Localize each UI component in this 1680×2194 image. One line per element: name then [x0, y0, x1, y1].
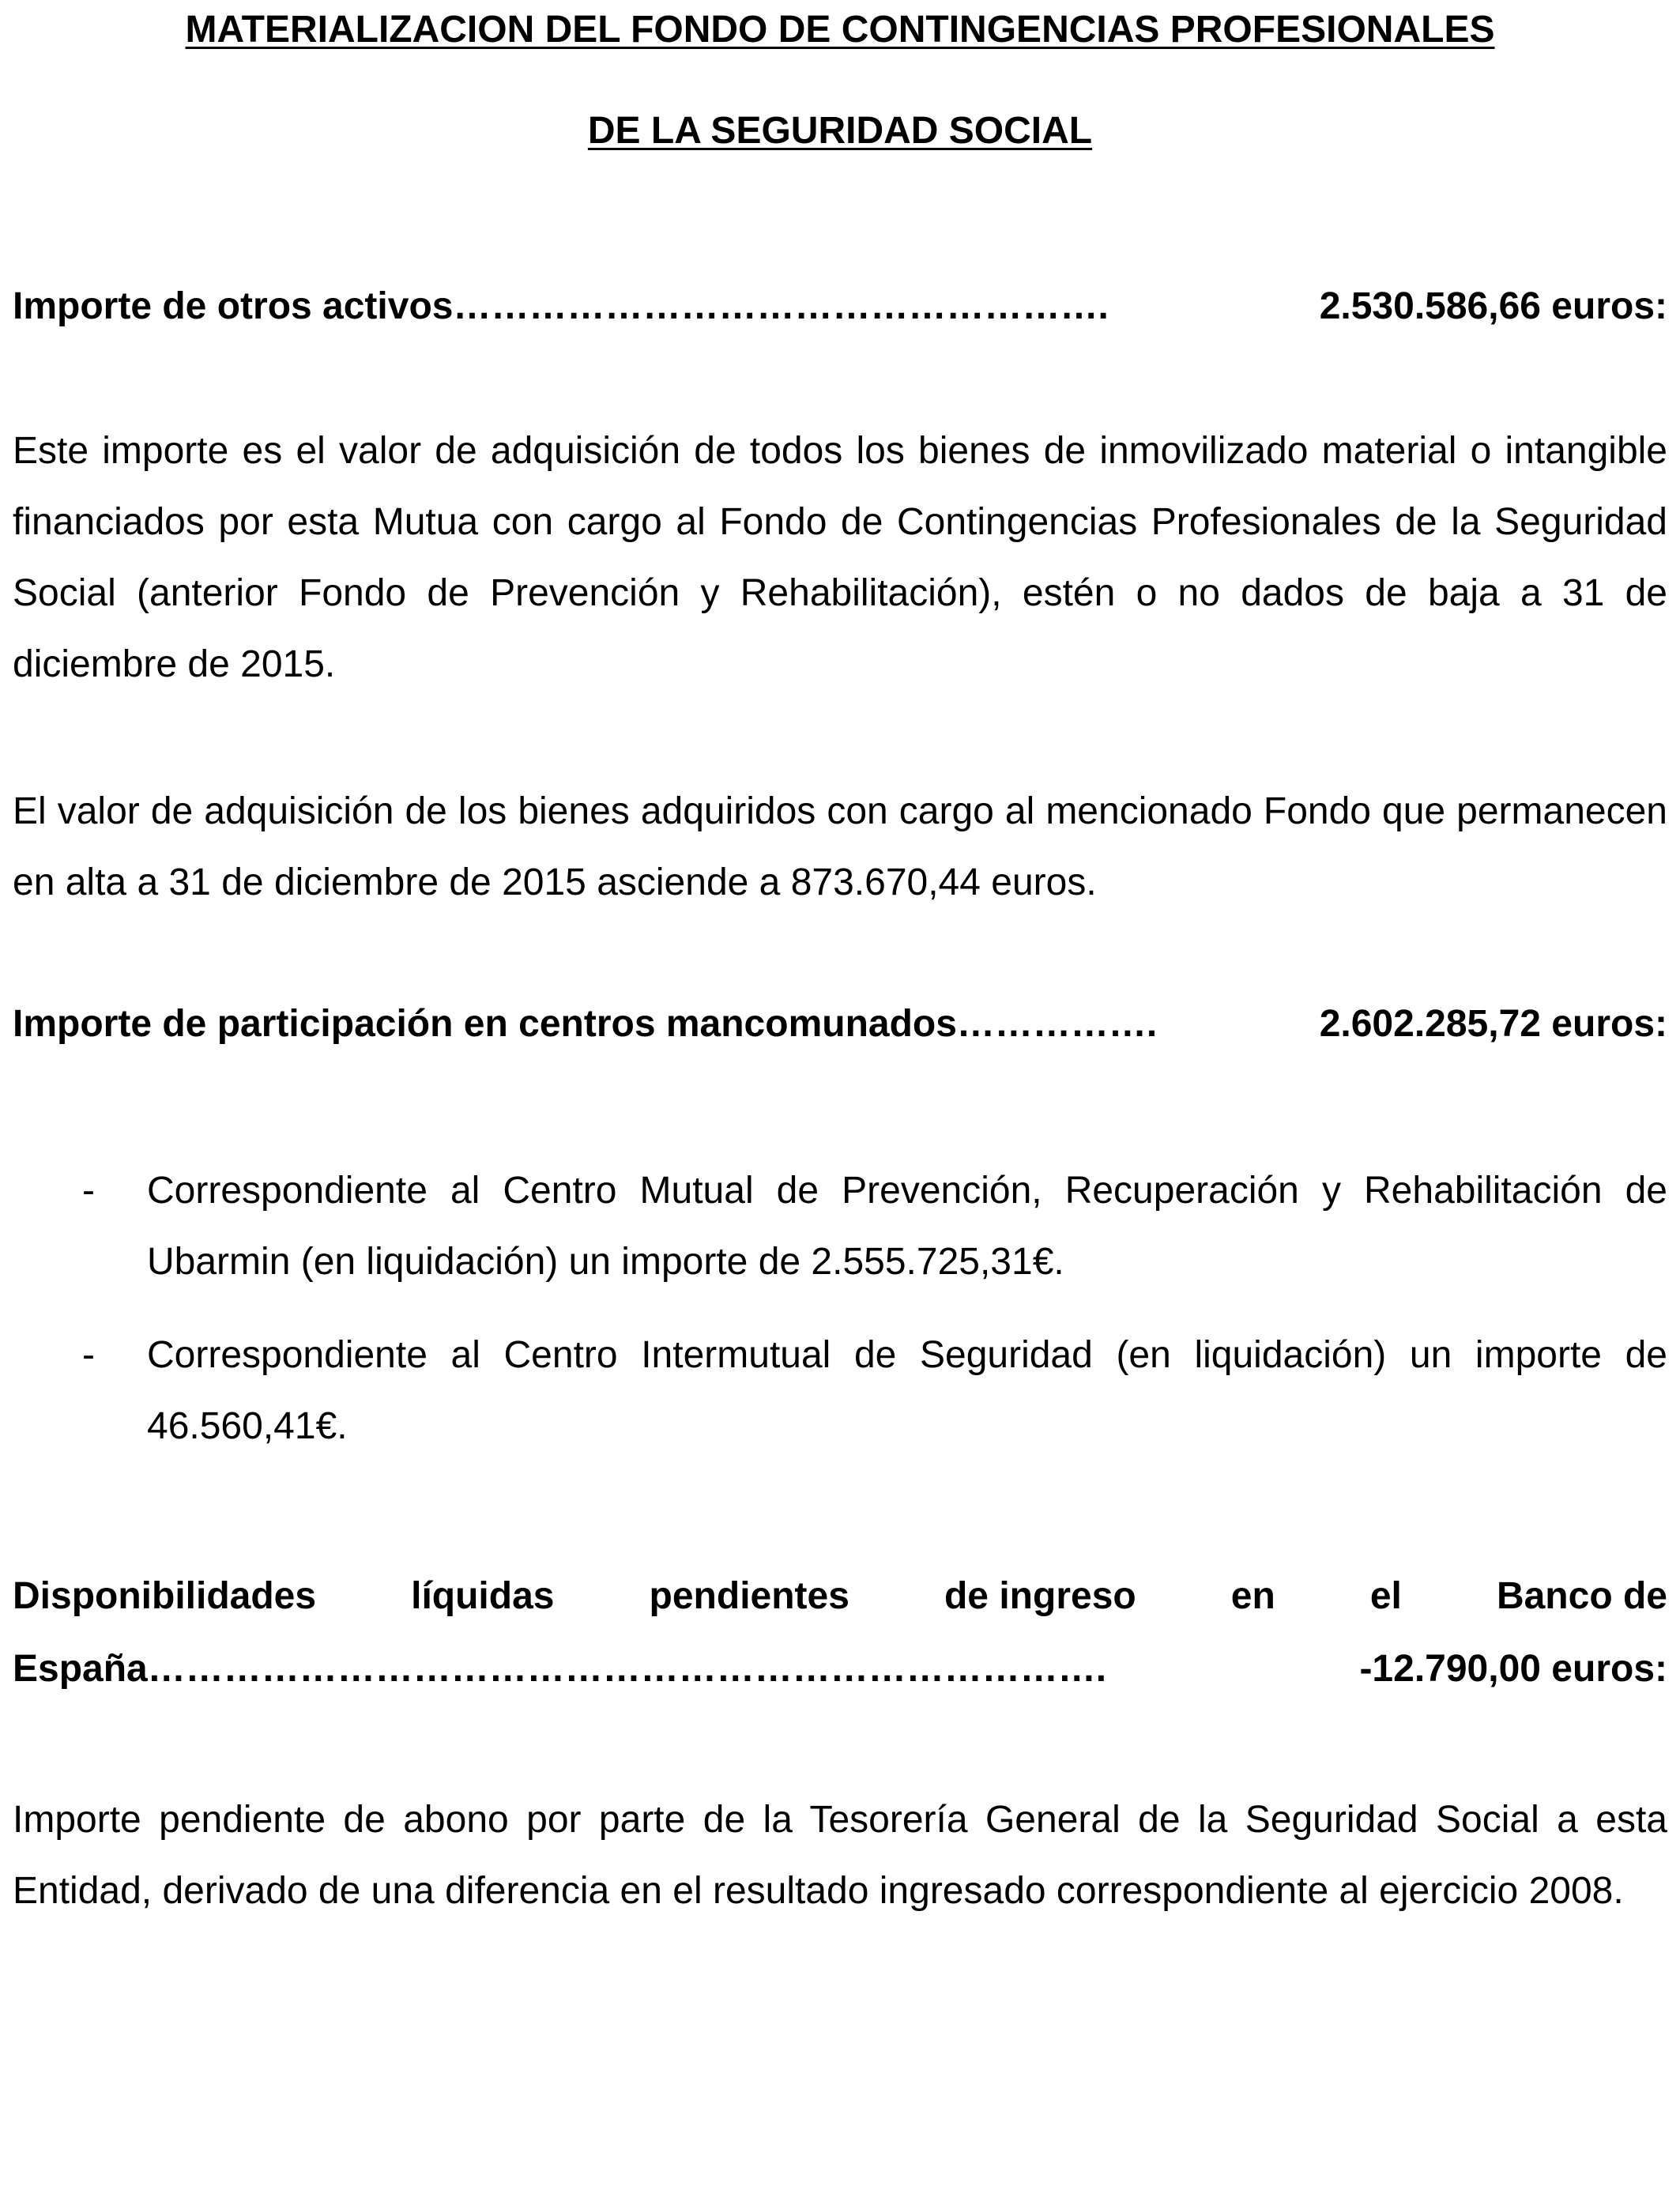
document-title-line-2: DE LA SEGURIDAD SOCIAL	[587, 110, 1093, 152]
list-item-text: Correspondiente al Centro Mutual de Prevención, Recuperación y Rehabilitación de Ubarmin (en liquidación) un importe de 2.555.725,31€.	[147, 1170, 1667, 1283]
list-bullet-dash: -	[82, 1170, 95, 1212]
heading-word: Banco de	[1496, 1575, 1667, 1617]
list-item	[13, 1155, 1667, 1298]
document-title-line-1: MATERIALIZACION DEL FONDO DE CONTINGENCIAS PROFESIONALES	[185, 9, 1495, 51]
list-bullet-dash: -	[82, 1334, 95, 1376]
other-assets-paragraph-2: El valor de adquisición de los bienes adquiridos con cargo al mencionado Fondo que permanecen en alta a 31 de diciembre de 2015 asciende a 873.670,44 euros.	[13, 790, 1667, 903]
joint-centers-heading	[13, 1002, 1667, 1046]
joint-centers-amount: 2.602.285,72 euros:	[1319, 1003, 1667, 1045]
heading-word: en	[1230, 1575, 1275, 1617]
other-assets-paragraph-1: Este importe es el valor de adquisición de todos los bienes de inmovilizado material o intangible financiados por esta Mutua con cargo al Fondo de Contingencias Profesionales de la Seguridad Social (anterior Fondo de Prevención y Rehabilitación), estén o no dados de baja a 31 de diciembre de 2015.	[13, 430, 1667, 685]
other-assets-label: Importe de otros activos	[13, 285, 454, 327]
joint-centers-label: Importe de participación en centros mancomunados	[13, 1003, 957, 1045]
list-item-text: Correspondiente al Centro Intermutual de Seguridad (en liquidación) un importe de 46.560,41€.	[147, 1334, 1667, 1447]
bank-liquidity-leader-dots: ………………………………………………………………….	[147, 1648, 1107, 1690]
other-assets-amount: 2.530.586,66 euros:	[1319, 285, 1667, 327]
heading-word: Disponibilidades	[13, 1575, 317, 1617]
heading-word: de ingreso	[944, 1575, 1136, 1617]
other-assets-leader-dots: …………………………………………….	[453, 285, 1109, 327]
bank-liquidity-heading-line-2	[13, 1647, 1667, 1691]
bank-liquidity-paragraph: Importe pendiente de abono por parte de la Tesorería General de la Seguridad Social a esta Entidad, derivado de una diferencia en el resultado ingresado correspondiente al ejercicio 2008.	[13, 1799, 1667, 1912]
other-assets-heading	[13, 285, 1667, 329]
list-item	[13, 1320, 1667, 1462]
heading-word: líquidas	[411, 1575, 555, 1617]
joint-centers-leader-dots: …………….	[956, 1003, 1158, 1045]
heading-word: el	[1369, 1575, 1402, 1617]
bank-liquidity-amount: -12.790,00 euros:	[1359, 1648, 1667, 1690]
bank-liquidity-label: España	[13, 1648, 148, 1690]
heading-word: pendientes	[649, 1575, 849, 1617]
bank-liquidity-heading-line-1	[13, 1574, 1667, 1619]
